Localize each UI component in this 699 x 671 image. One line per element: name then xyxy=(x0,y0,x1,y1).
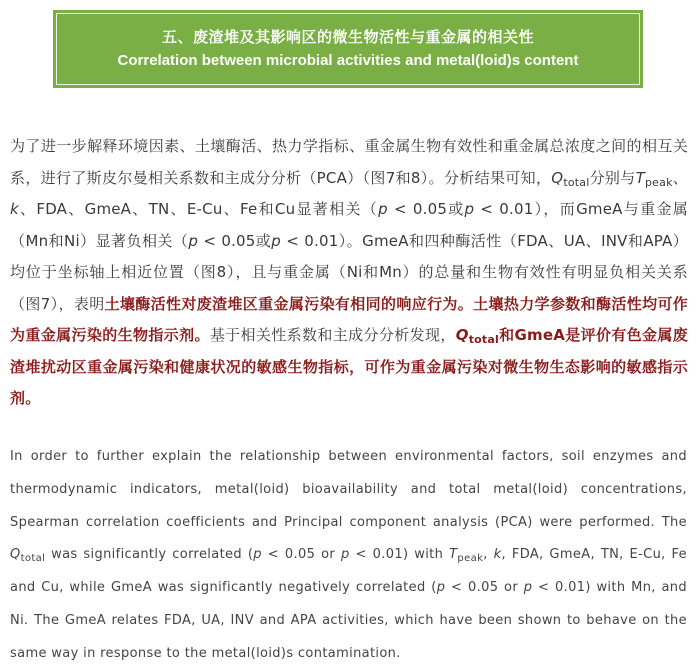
cn-text: < 0.01），而GmeA与重金属（Mn和Ni）显著负相关（ xyxy=(10,200,688,250)
p-symbol: p xyxy=(464,200,475,218)
t-subscript: peak xyxy=(457,553,484,565)
cn-text: < 0.05或 xyxy=(198,231,272,250)
section-title-english: Correlation between microbial activities and metal(loid)s content xyxy=(117,52,579,69)
p-symbol: p xyxy=(271,231,282,250)
en-text: , xyxy=(483,547,494,563)
cn-text: 分别与 xyxy=(589,168,636,187)
t-symbol: T xyxy=(449,547,458,563)
p-symbol: p xyxy=(188,231,199,250)
highlighted-conclusion: 土壤酶活性对废渣堆区重金属污染有相同的响应行为。土壤热力学参数和酶活性均可作为重金属污染的生物指示剂。 xyxy=(10,294,689,344)
t-subscript: peak xyxy=(644,175,673,189)
en-text: < 0.01) with xyxy=(349,547,450,563)
cn-text: < 0.05或 xyxy=(387,200,465,218)
chinese-paragraph xyxy=(10,131,688,415)
en-text: In order to further explain the relationship between environmental factors, soil enzymes and thermodynamic indicators, metal(loid) bioavailability and total metal(loid) concentrations, Spearman correlation coefficients and Principal component analysis (PCA) were performed. The xyxy=(10,449,687,530)
section-title-chinese: 五、废渣堆及其影响区的微生物活性与重金属的相关性 xyxy=(161,28,534,46)
q-symbol: Q xyxy=(551,168,564,187)
p-symbol: p xyxy=(340,547,350,563)
p-symbol: p xyxy=(253,547,262,563)
en-text: , FDA, GmeA, TN, E-Cu, Fe and Cu, while GmeA was significantly negatively correlated ( xyxy=(10,547,687,596)
en-text: < 0.05 or xyxy=(445,580,524,596)
p-symbol: p xyxy=(523,580,533,596)
en-text: < 0.05 or xyxy=(261,547,341,563)
en-text: < 0.01) with Mn, and Ni. The GmeA relates FDA, UA, INV and APA activities, which have been shown to behave on the same way in response to the metal(loid)s contamination. xyxy=(10,580,687,661)
en-text: was significantly correlated ( xyxy=(45,547,254,563)
t-symbol: T xyxy=(635,168,645,187)
p-symbol: p xyxy=(378,200,388,218)
section-banner xyxy=(53,10,643,88)
cn-text: < 0.01）。GmeA和四种酶活性（FDA、UA、INV和APA）均位于坐标轴上相近位置（图8），且与重金属（Ni和Mn）的总量和生物有效性有明显负相关关系（图7），表明 xyxy=(10,231,688,313)
highlighted-conclusion: 和GmeA是评价有色金属废渣堆扰动区重金属污染和健康状况的敏感生物指标，可作为重金属污染对微生物生态影响的敏感指示剂。 xyxy=(10,326,688,407)
p-symbol: p xyxy=(436,580,446,596)
k-symbol: k xyxy=(493,547,502,563)
q-symbol: Q xyxy=(455,326,469,344)
q-subscript: total xyxy=(468,333,499,346)
k-symbol: k xyxy=(10,200,19,218)
english-paragraph xyxy=(10,441,687,671)
q-subscript: total xyxy=(563,175,590,189)
q-subscript: total xyxy=(20,553,46,565)
q-symbol: Q xyxy=(10,547,21,563)
cn-text: 为了进一步解释环境因素、土壤酶活、热力学指标、重金属生物有效性和重金属总浓度之间的相互关系，进行了斯皮尔曼相关系数和主成分分析（PCA）（图7和8）。分析结果可知， xyxy=(10,137,688,187)
cn-text: 基于相关性系数和主成分分析发现， xyxy=(209,326,456,344)
cn-text: 、 xyxy=(672,168,688,187)
cn-text: 、FDA、GmeA、TN、E-Cu、Fe和Cu显著相关（ xyxy=(18,200,379,218)
banner-frame xyxy=(56,13,640,85)
